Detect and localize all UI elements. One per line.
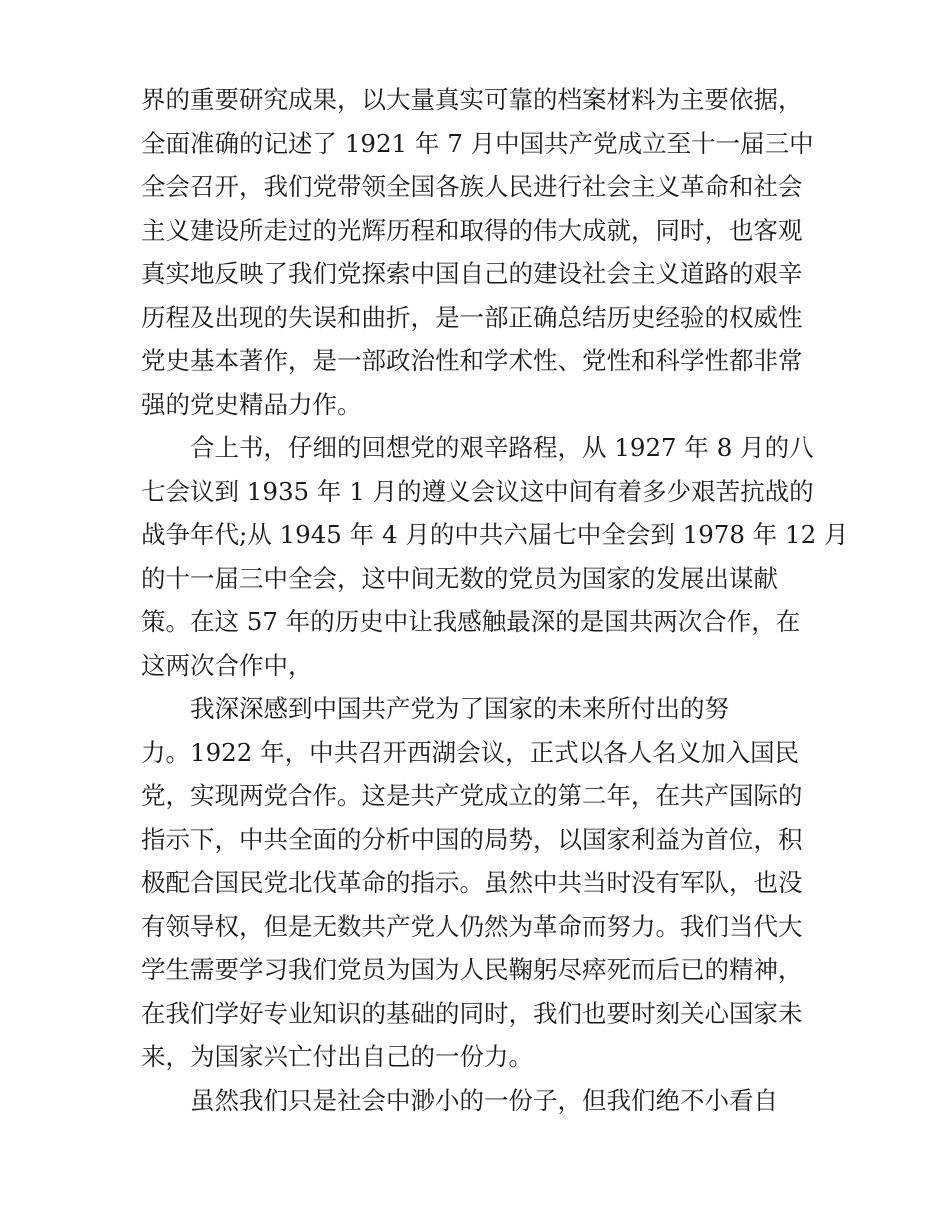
text-line: 极配合国民党北伐革命的指示。虽然中共当时没有军队，也没 xyxy=(141,868,803,897)
text-line: 在我们学好专业知识的基础的同时，我们也要时刻关心国家未 xyxy=(141,998,803,1028)
text-line: 界的重要研究成果，以大量真实可靠的档案材料为主要依据， xyxy=(141,85,803,114)
text-line: 战争年代;从 1945 年 4 月的中共六届七中全会到 1978 年 12 月 xyxy=(141,520,849,549)
paragraph-first-line: 虽然我们只是社会中渺小的一份子，但我们绝不小看自 xyxy=(190,1085,778,1115)
text-line: 党史基本著作，是一部政治性和学术性、党性和科学性都非常 xyxy=(141,346,803,375)
paragraph-first-line: 合上书，仔细的回想党的艰辛路程，从 1927 年 8 月的八 xyxy=(190,433,814,462)
text-line: 这两次合作中， xyxy=(141,650,313,680)
text-line: 力。1922 年，中共召开西湖会议，正式以各人名义加入国民 xyxy=(141,737,800,767)
text-line: 指示下，中共全面的分析中国的局势，以国家利益为首位，积 xyxy=(141,824,803,854)
text-line: 来，为国家兴亡付出自己的一份力。 xyxy=(141,1042,533,1071)
text-line: 的十一届三中全会，这中间无数的党员为国家的发展出谋献 xyxy=(141,563,778,593)
text-line: 全面准确的记述了 1921 年 7 月中国共产党成立至十一届三中 xyxy=(141,128,814,158)
text-line: 七会议到 1935 年 1 月的遵义会议这中间有着多少艰苦抗战的 xyxy=(141,476,814,506)
text-line: 主义建设所走过的光辉历程和取得的伟大成就，同时，也客观 xyxy=(141,215,803,245)
text-line: 学生需要学习我们党员为国为人民鞠躬尽瘁死而后已的精神， xyxy=(141,955,803,984)
body-text xyxy=(141,78,849,1122)
text-line: 真实地反映了我们党探索中国自己的建设社会主义道路的艰辛 xyxy=(141,259,803,288)
text-line: 全会召开，我们党带领全国各族人民进行社会主义革命和社会 xyxy=(141,172,803,201)
text-line: 历程及出现的失误和曲折，是一部正确总结历史经验的权威性 xyxy=(141,302,803,332)
paragraph-first-line: 我深深感到中国共产党为了国家的未来所付出的努 xyxy=(190,694,729,723)
text-line: 有领导权，但是无数共产党人仍然为革命而努力。我们当代大 xyxy=(141,911,803,941)
text-line: 党，实现两党合作。这是共产党成立的第二年，在共产国际的 xyxy=(141,781,803,810)
text-line: 策。在这 57 年的历史中让我感触最深的是国共两次合作，在 xyxy=(141,607,801,636)
text-line: 强的党史精品力作。 xyxy=(141,389,362,419)
